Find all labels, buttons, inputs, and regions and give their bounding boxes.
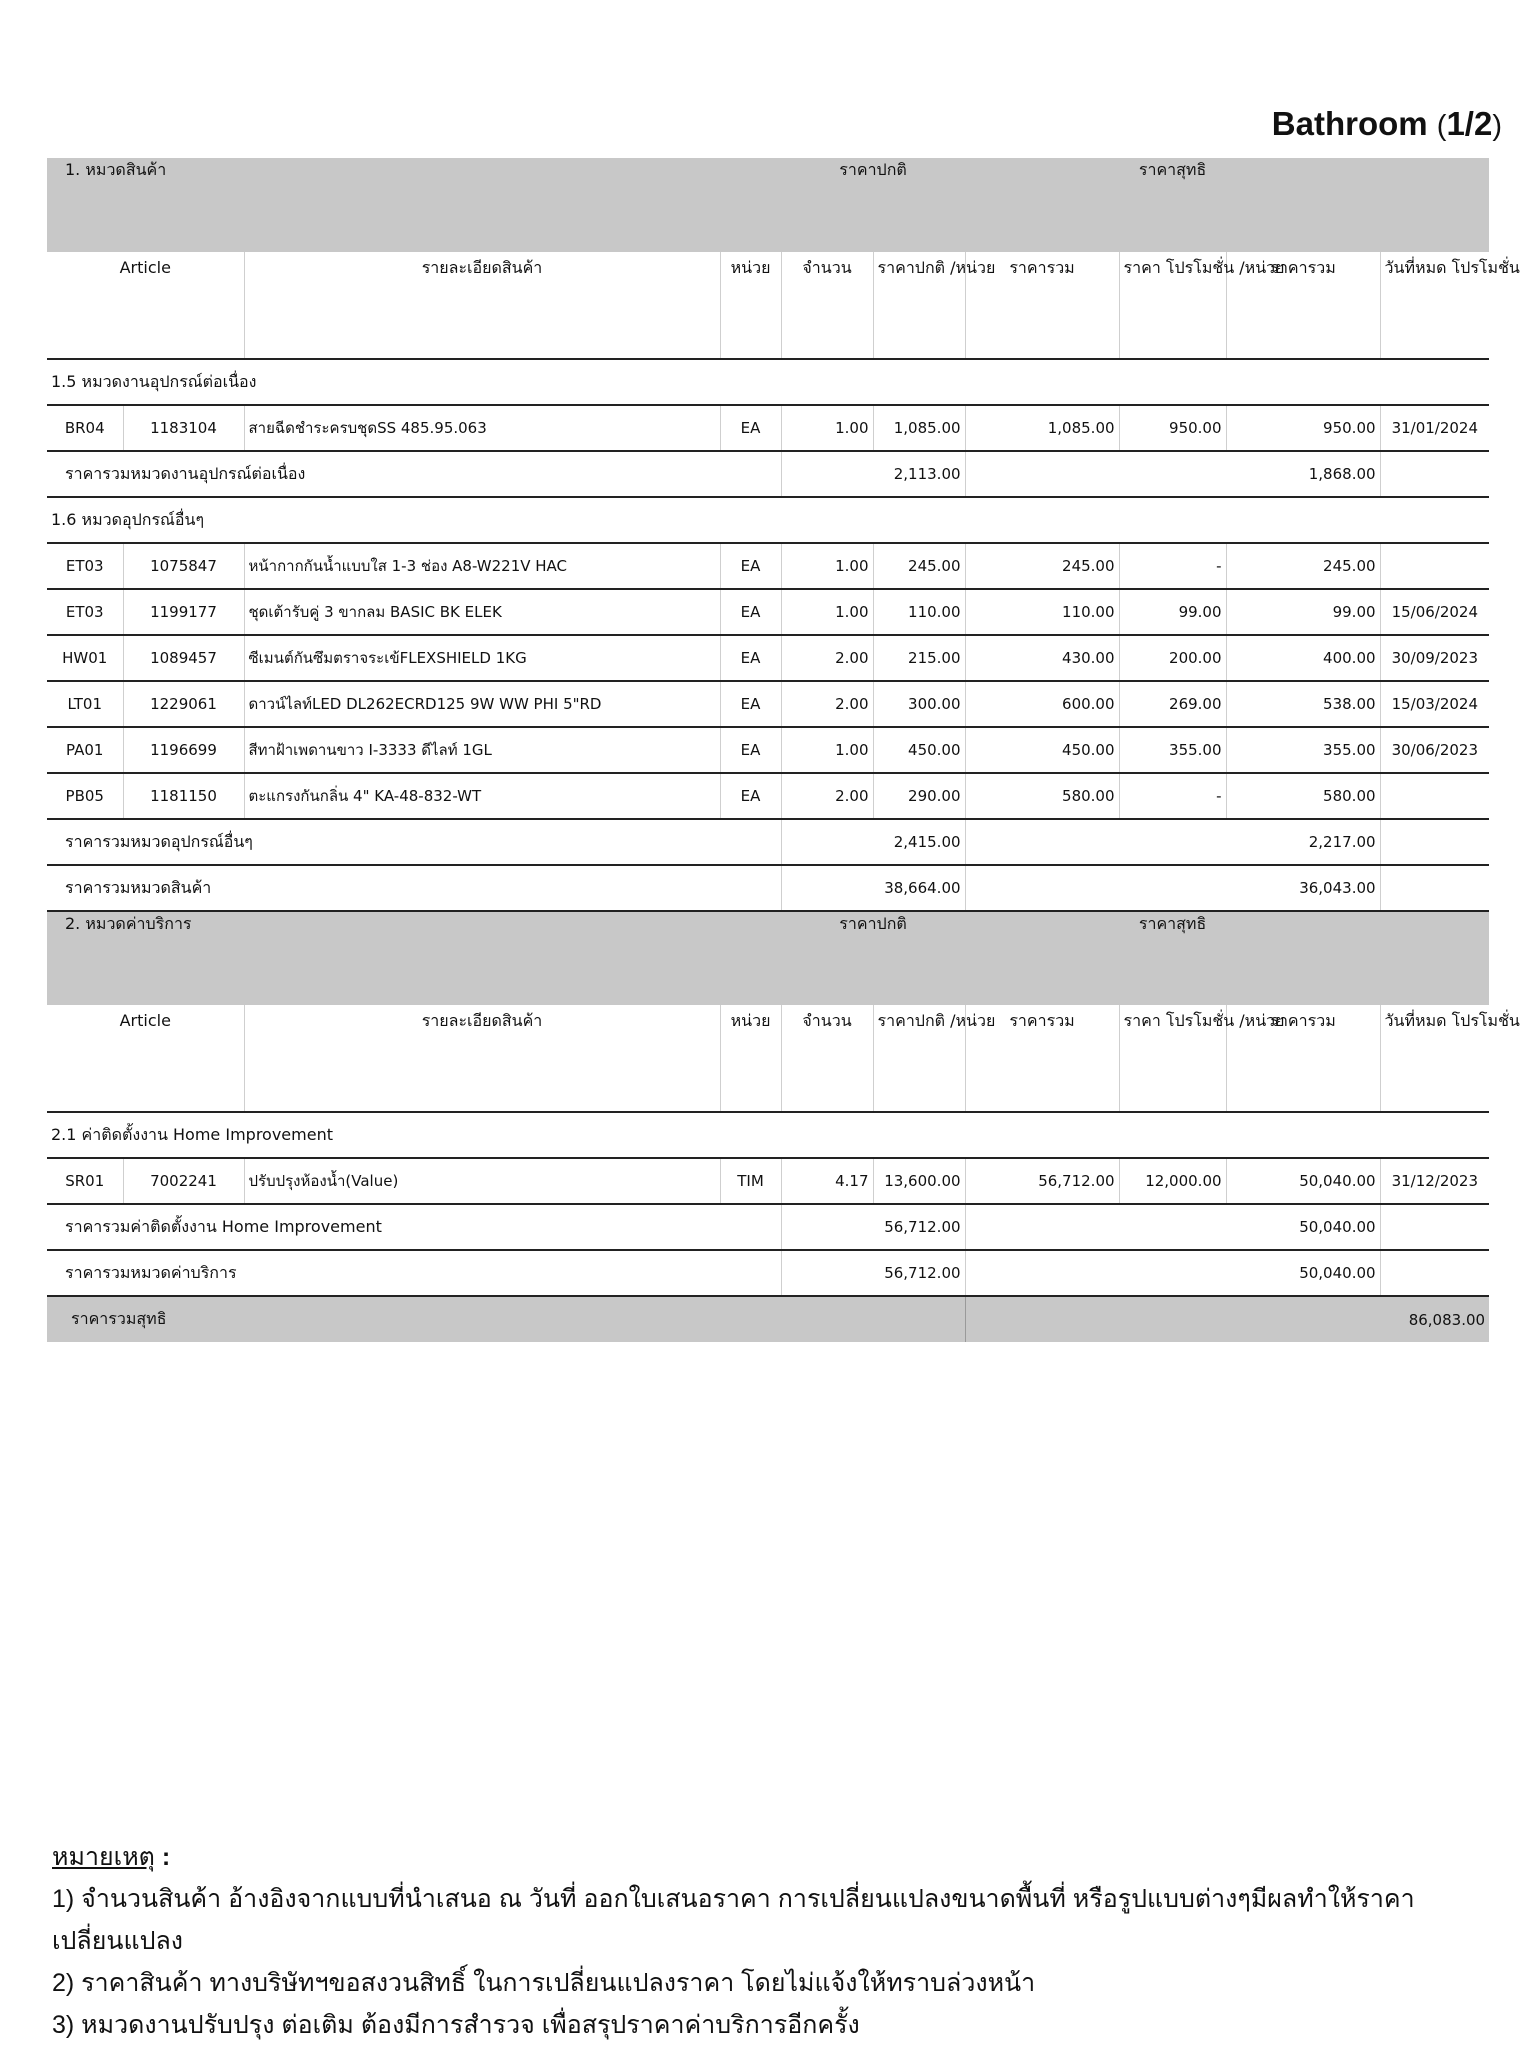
- cell-article: 1196699: [123, 727, 244, 773]
- cell-reg-total: 56,712.00: [965, 1158, 1119, 1204]
- net-price-label: ราคาสุทธิ: [965, 911, 1380, 1005]
- cell-unit: EA: [720, 543, 781, 589]
- cell-promo-total: 245.00: [1226, 543, 1380, 589]
- table-row: [47, 681, 1489, 727]
- cell-promo-total: 950.00: [1226, 405, 1380, 451]
- cell-promo-unit: -: [1119, 543, 1226, 589]
- cell-reg-unit: 215.00: [873, 635, 965, 681]
- section-total-row: [47, 865, 1489, 911]
- col-promo-end: วันที่หมด โปรโมชั่น: [1380, 252, 1489, 359]
- subsection-total-row: [47, 819, 1489, 865]
- cell-code: HW01: [47, 635, 123, 681]
- cell-reg-unit: 245.00: [873, 543, 965, 589]
- cell-qty: 2.00: [781, 773, 873, 819]
- subsection-total-row: [47, 1204, 1489, 1250]
- cell-qty: 2.00: [781, 681, 873, 727]
- cell-promo-unit: 950.00: [1119, 405, 1226, 451]
- col-article: Article: [47, 252, 244, 359]
- note-item-1: 1) จำนวนสินค้า อ้างอิงจากแบบที่นำเสนอ ณ วันที่ ออกใบเสนอราคา การเปลี่ยนแปลงขนาดพื้นที่ หรือรูปแบบต่างๆมีผลทำให้ราคาเปลี่ยนแปลง: [52, 1885, 1415, 1955]
- cell-promo-end: 30/09/2023: [1380, 635, 1489, 681]
- cell-promo-unit: 200.00: [1119, 635, 1226, 681]
- cell-description: หน้ากากกันน้ำแบบใส 1-3 ช่อง A8-W221V HAC: [244, 543, 720, 589]
- cell-code: PB05: [47, 773, 123, 819]
- notes: [52, 1836, 1536, 2046]
- cell-promo-unit: -: [1119, 773, 1226, 819]
- cell-promo-unit: 12,000.00: [1119, 1158, 1226, 1204]
- cell-unit: EA: [720, 635, 781, 681]
- grand-total-value: 86,083.00: [965, 1296, 1489, 1342]
- note-item-3: 3) หมวดงานปรับปรุง ต่อเติม ต้องมีการสำรวจ เพื่อสรุปราคาค่าบริการอีกครั้ง: [52, 2011, 860, 2039]
- cell-article: 1199177: [123, 589, 244, 635]
- column-header-row: [47, 1005, 1489, 1112]
- section-total-label: ราคารวมหมวดสินค้า: [47, 865, 781, 911]
- cell-reg-total: 430.00: [965, 635, 1119, 681]
- table-row: [47, 589, 1489, 635]
- grand-total-label: ราคารวมสุทธิ: [47, 1296, 965, 1342]
- cell-description: ดาวน์ไลท์LED DL262ECRD125 9W WW PHI 5"RD: [244, 681, 720, 727]
- cell-reg-unit: 290.00: [873, 773, 965, 819]
- cell-promo-total: 50,040.00: [1226, 1158, 1380, 1204]
- cell-article: 1089457: [123, 635, 244, 681]
- subsection-total-net: 50,040.00: [965, 1204, 1380, 1250]
- page-indicator: 1/2: [1446, 105, 1493, 142]
- col-unit: หน่วย: [720, 1005, 781, 1112]
- section-total-label: ราคารวมหมวดค่าบริการ: [47, 1250, 781, 1296]
- col-reg-total: ราคารวม: [965, 252, 1119, 359]
- cell-description: ซีเมนต์กันซึมตราจระเข้FLEXSHIELD 1KG: [244, 635, 720, 681]
- col-promo-total: ราคารวม: [1226, 1005, 1380, 1112]
- cell-code: SR01: [47, 1158, 123, 1204]
- cell-promo-end: 31/12/2023: [1380, 1158, 1489, 1204]
- cell-reg-total: 580.00: [965, 773, 1119, 819]
- cell-promo-total: 355.00: [1226, 727, 1380, 773]
- cell-promo-end: 30/06/2023: [1380, 727, 1489, 773]
- table-row: [47, 727, 1489, 773]
- cell-article: 7002241: [123, 1158, 244, 1204]
- cell-promo-end: [1380, 773, 1489, 819]
- cell-reg-total: 245.00: [965, 543, 1119, 589]
- subsection-total-label: ราคารวมค่าติดตั้งงาน Home Improvement: [47, 1204, 781, 1250]
- cell-promo-end: 31/01/2024: [1380, 405, 1489, 451]
- table-row: [47, 1158, 1489, 1204]
- cell-reg-unit: 13,600.00: [873, 1158, 965, 1204]
- col-promo-unit: ราคา โปรโมชั่น /หน่วย: [1119, 252, 1226, 359]
- subsection-header: [47, 359, 1489, 405]
- col-qty: จำนวน: [781, 252, 873, 359]
- subsection-header: [47, 497, 1489, 543]
- cell-reg-total: 450.00: [965, 727, 1119, 773]
- cell-qty: 2.00: [781, 635, 873, 681]
- section-total-regular: 56,712.00: [781, 1250, 965, 1296]
- subsection-total-net: 2,217.00: [965, 819, 1380, 865]
- grand-total-row: [47, 1296, 1489, 1342]
- cell-promo-total: 580.00: [1226, 773, 1380, 819]
- section-title: 2. หมวดค่าบริการ: [47, 911, 781, 1005]
- cell-reg-unit: 450.00: [873, 727, 965, 773]
- cell-promo-unit: 355.00: [1119, 727, 1226, 773]
- col-detail: รายละเอียดสินค้า: [244, 1005, 720, 1112]
- cell-promo-end: [1380, 543, 1489, 589]
- cell-code: BR04: [47, 405, 123, 451]
- empty-cell: [1380, 911, 1489, 1005]
- regular-price-label: ราคาปกติ: [781, 911, 965, 1005]
- col-unit: หน่วย: [720, 252, 781, 359]
- cell-description: ปรับปรุงห้องน้ำ(Value): [244, 1158, 720, 1204]
- section-total-regular: 38,664.00: [781, 865, 965, 911]
- cell-qty: 1.00: [781, 405, 873, 451]
- cell-unit: EA: [720, 589, 781, 635]
- section-total-row: [47, 1250, 1489, 1296]
- cell-promo-total: 99.00: [1226, 589, 1380, 635]
- cell-reg-unit: 110.00: [873, 589, 965, 635]
- cell-promo-unit: 99.00: [1119, 589, 1226, 635]
- subsection-total-label: ราคารวมหมวดงานอุปกรณ์ต่อเนื่อง: [47, 451, 781, 497]
- cell-promo-end: 15/06/2024: [1380, 589, 1489, 635]
- cell-description: ชุดเต้ารับคู่ 3 ขากลม BASIC BK ELEK: [244, 589, 720, 635]
- cell-reg-unit: 1,085.00: [873, 405, 965, 451]
- subsection-title: 1.5 หมวดงานอุปกรณ์ต่อเนื่อง: [47, 359, 1489, 405]
- cell-qty: 1.00: [781, 589, 873, 635]
- net-price-label: ราคาสุทธิ: [965, 158, 1380, 252]
- cell-unit: EA: [720, 681, 781, 727]
- empty-cell: [1380, 451, 1489, 497]
- subsection-title: 1.6 หมวดอุปกรณ์อื่นๆ: [47, 497, 1489, 543]
- subsection-total-net: 1,868.00: [965, 451, 1380, 497]
- cell-description: สายฉีดชำระครบชุดSS 485.95.063: [244, 405, 720, 451]
- table-row: [47, 635, 1489, 681]
- cell-article: 1075847: [123, 543, 244, 589]
- section-header: [47, 911, 1489, 1005]
- cell-article: 1181150: [123, 773, 244, 819]
- subsection-total-row: [47, 451, 1489, 497]
- quotation-table: [47, 158, 1520, 1342]
- cell-description: ตะแกรงกันกลิ่น 4" KA-48-832-WT: [244, 773, 720, 819]
- col-reg-unit: ราคาปกติ /หน่วย: [873, 252, 965, 359]
- table-row: [47, 773, 1489, 819]
- subsection-total-label: ราคารวมหมวดอุปกรณ์อื่นๆ: [47, 819, 781, 865]
- subsection-total-regular: 2,415.00: [781, 819, 965, 865]
- cell-qty: 1.00: [781, 543, 873, 589]
- column-header-row: [47, 252, 1489, 359]
- cell-qty: 4.17: [781, 1158, 873, 1204]
- table-row: [47, 405, 1489, 451]
- cell-unit: EA: [720, 773, 781, 819]
- cell-reg-total: 110.00: [965, 589, 1119, 635]
- col-promo-unit: ราคา โปรโมชั่น /หน่วย: [1119, 1005, 1226, 1112]
- note-item-2: 2) ราคาสินค้า ทางบริษัทฯขอสงวนสิทธิ์ ในการเปลี่ยนแปลงราคา โดยไม่แจ้งให้ทราบล่วงหน้า: [52, 1969, 1036, 1997]
- notes-heading: หมายเหตุ :: [52, 1843, 171, 1871]
- subsection-header: [47, 1112, 1489, 1158]
- subsection-total-regular: 56,712.00: [781, 1204, 965, 1250]
- cell-promo-total: 400.00: [1226, 635, 1380, 681]
- title-text: Bathroom: [1271, 105, 1428, 142]
- col-article: Article: [47, 1005, 244, 1112]
- col-detail: รายละเอียดสินค้า: [244, 252, 720, 359]
- cell-article: 1183104: [123, 405, 244, 451]
- empty-cell: [1380, 1250, 1489, 1296]
- col-reg-unit: ราคาปกติ /หน่วย: [873, 1005, 965, 1112]
- empty-cell: [1380, 1204, 1489, 1250]
- cell-unit: EA: [720, 727, 781, 773]
- col-promo-total: ราคารวม: [1226, 252, 1380, 359]
- subsection-title: 2.1 ค่าติดตั้งงาน Home Improvement: [47, 1112, 1489, 1158]
- page-title: Bathroom (1/2): [1271, 105, 1502, 142]
- cell-promo-end: 15/03/2024: [1380, 681, 1489, 727]
- cell-reg-unit: 300.00: [873, 681, 965, 727]
- empty-cell: [1380, 158, 1489, 252]
- cell-promo-total: 538.00: [1226, 681, 1380, 727]
- col-qty: จำนวน: [781, 1005, 873, 1112]
- table-row: [47, 543, 1489, 589]
- section-title: 1. หมวดสินค้า: [47, 158, 781, 252]
- empty-cell: [1380, 819, 1489, 865]
- cell-promo-unit: 269.00: [1119, 681, 1226, 727]
- cell-qty: 1.00: [781, 727, 873, 773]
- cell-reg-total: 1,085.00: [965, 405, 1119, 451]
- section-total-net: 50,040.00: [965, 1250, 1380, 1296]
- empty-cell: [1380, 865, 1489, 911]
- cell-unit: EA: [720, 405, 781, 451]
- cell-code: ET03: [47, 589, 123, 635]
- cell-unit: TIM: [720, 1158, 781, 1204]
- regular-price-label: ราคาปกติ: [781, 158, 965, 252]
- subsection-total-regular: 2,113.00: [781, 451, 965, 497]
- col-promo-end: วันที่หมด โปรโมชั่น: [1380, 1005, 1489, 1112]
- cell-code: LT01: [47, 681, 123, 727]
- cell-code: ET03: [47, 543, 123, 589]
- section-total-net: 36,043.00: [965, 865, 1380, 911]
- cell-reg-total: 600.00: [965, 681, 1119, 727]
- cell-code: PA01: [47, 727, 123, 773]
- section-header: [47, 158, 1489, 252]
- cell-description: สีทาฝ้าเพดานขาว I-3333 ดีไลท์ 1GL: [244, 727, 720, 773]
- cell-article: 1229061: [123, 681, 244, 727]
- col-reg-total: ราคารวม: [965, 1005, 1119, 1112]
